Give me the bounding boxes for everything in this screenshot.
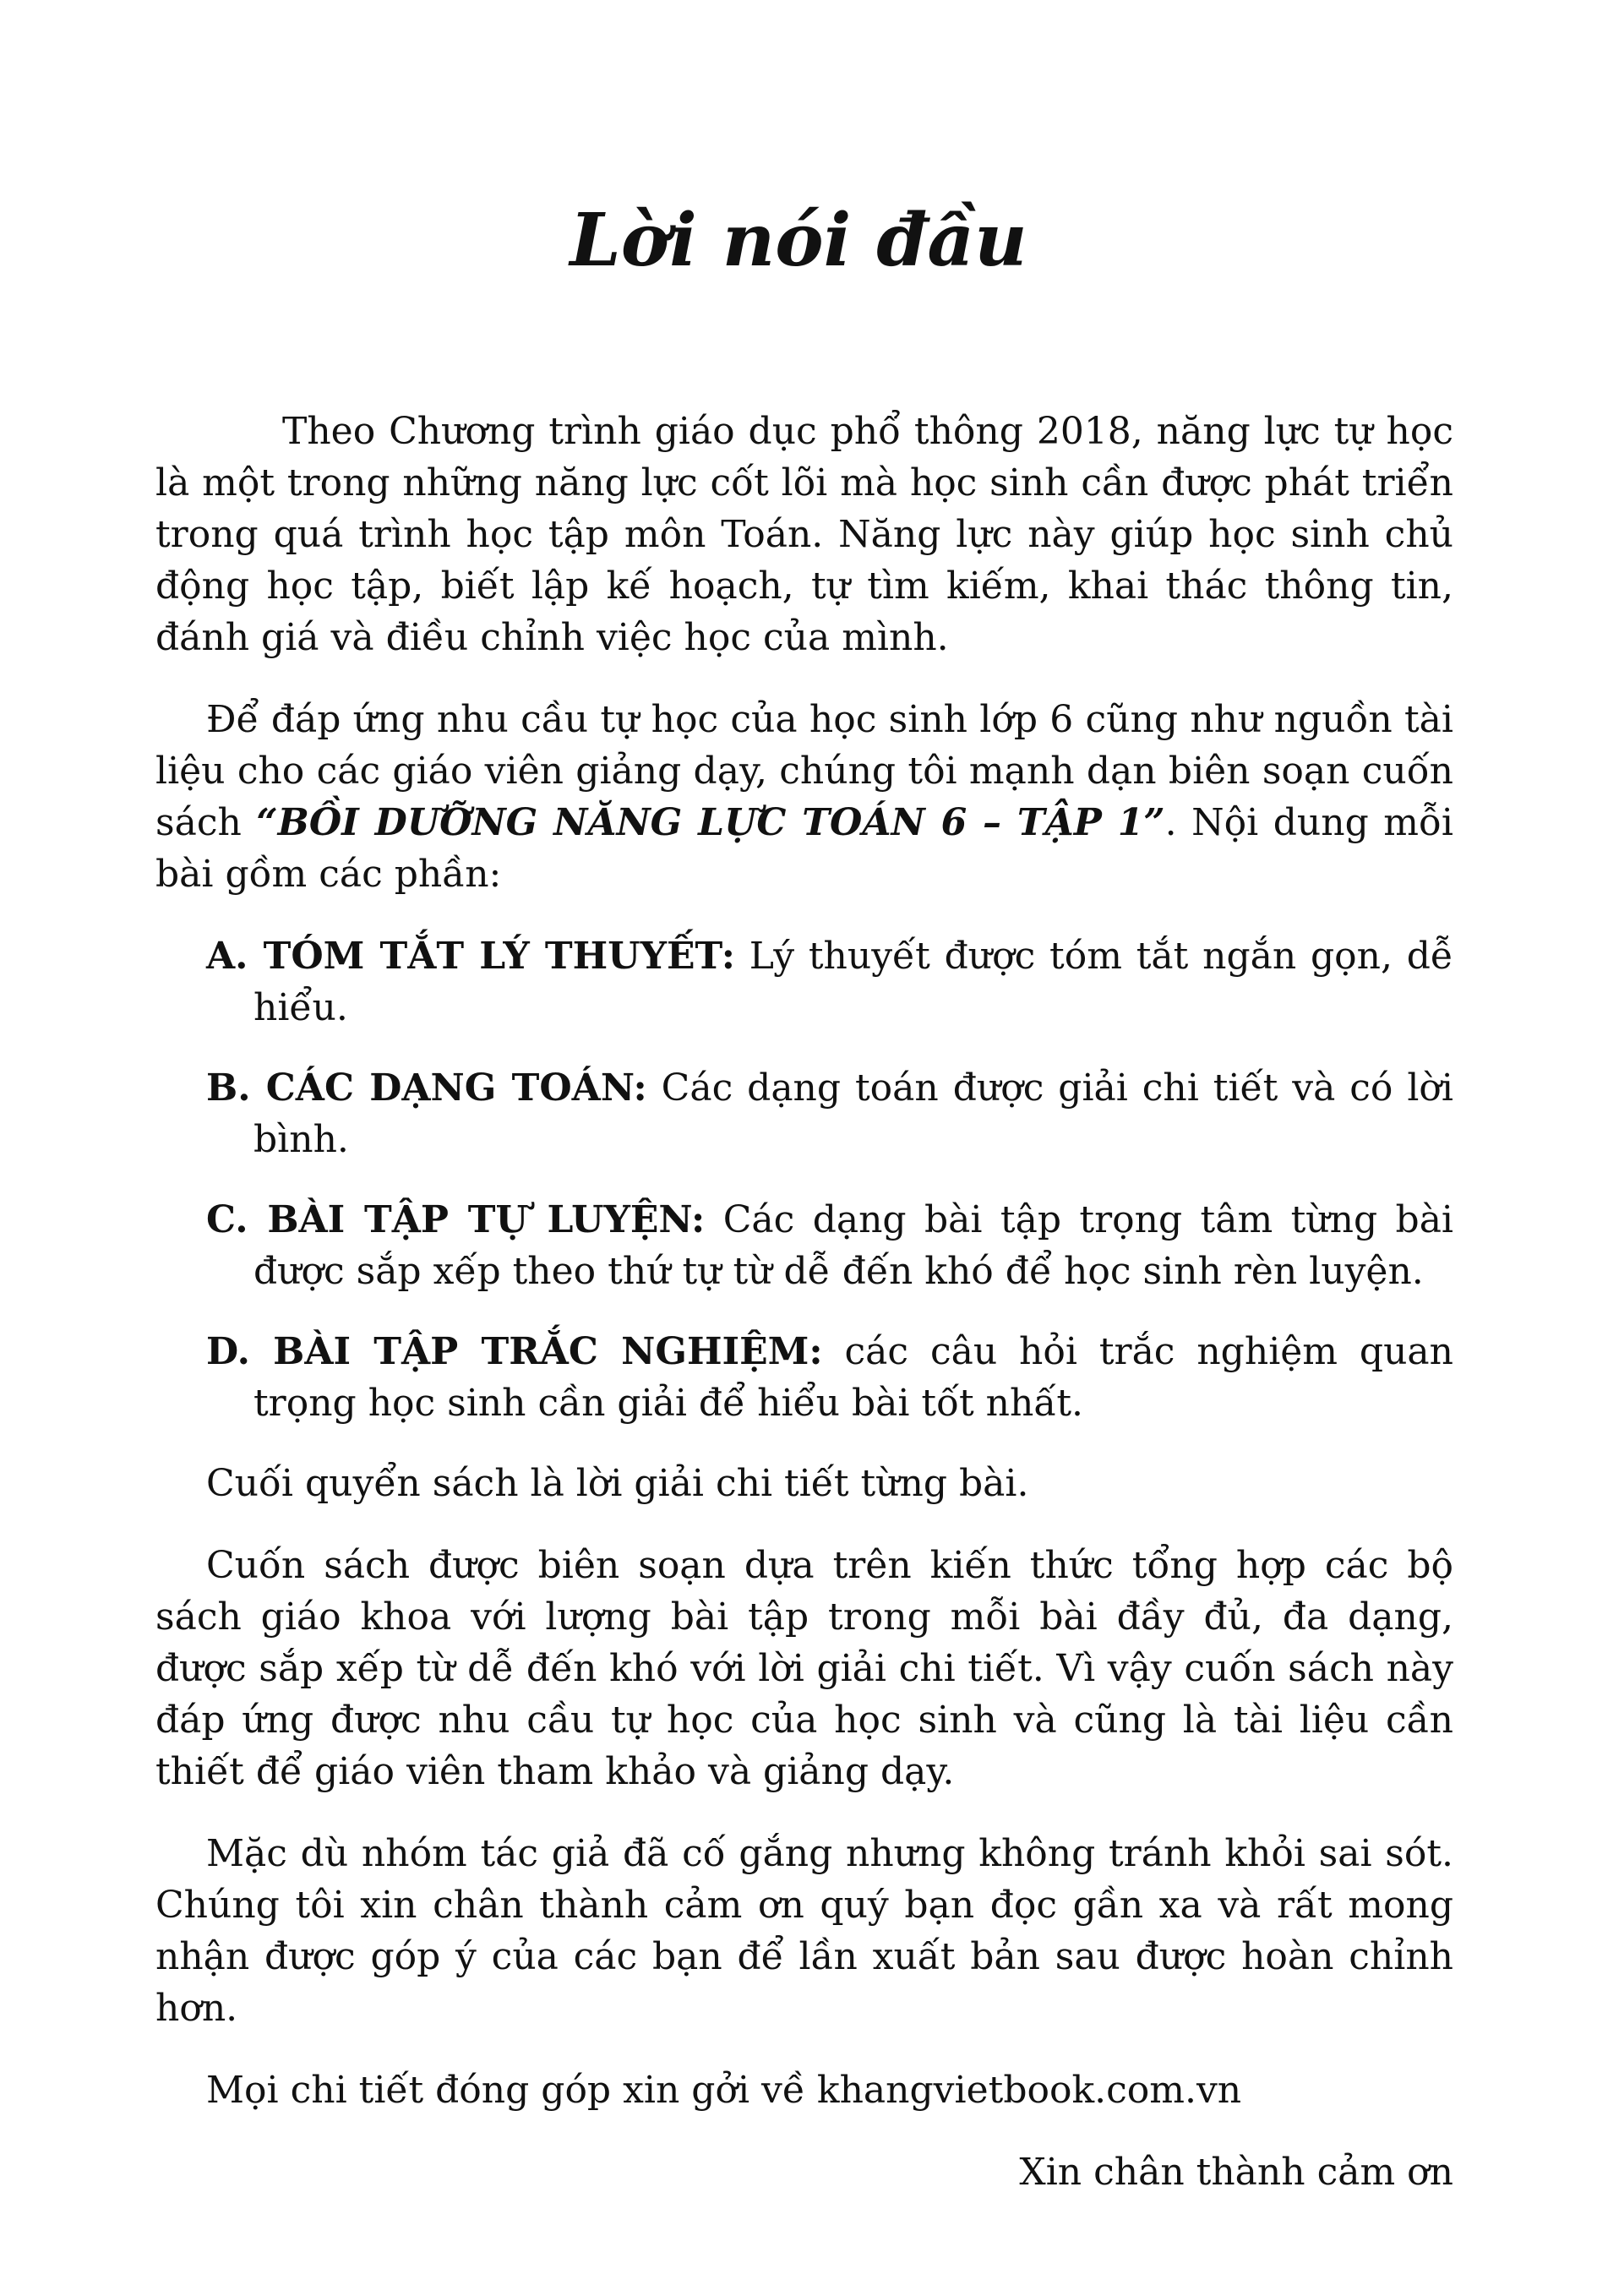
section-label-a: A. TÓM TẮT LÝ THUYẾT: [206, 935, 735, 978]
paragraph-solutions: Cuối quyển sách là lời giải chi tiết từng bài. [206, 1462, 1029, 1505]
paragraph-intro: Theo Chương trình giáo dục phổ thông 2018, năng lực tự học là một trong những năng lực cốt lõi mà học sinh cần được phát triển trong quá trình học tập môn Toán. Năng lực này giúp học sinh chủ động học tập, biết lập kế hoạch, tự tìm kiếm, khai thác thông tin, đánh giá và điều chỉnh việc học của mình. [155, 410, 1453, 659]
section-item-a [206, 930, 1453, 1033]
section-text-a: Lý thuyết được tóm tắt ngắn gọn, dễ hiểu. [253, 935, 1453, 1029]
purpose-text-after: . Nội dung mỗi bài gồm các phần: [155, 801, 1454, 896]
section-text-b: Các dạng toán được giải chi tiết và có lời bình. [253, 1066, 1453, 1161]
section-item-d [206, 1326, 1453, 1429]
paragraph-content: Cuốn sách được biên soạn dựa trên kiến thức tổng hợp các bộ sách giáo khoa với lượng bài tập trong mỗi bài đầy đủ, đa dạng, được sắp xếp từ dễ đến khó với lời giải chi tiết. Vì vậy cuốn sách này đáp ứng được nhu cầu tự học của học sinh và cũng là tài liệu cần thiết để giáo viên tham khảo và giảng dạy. [155, 1544, 1453, 1793]
section-text-d: các câu hỏi trắc nghiệm quan trọng học sinh cần giải để hiểu bài tốt nhất. [253, 1330, 1453, 1425]
page-title: Lời nói đầu [570, 198, 1027, 283]
section-label-b: B. CÁC DẠNG TOÁN: [206, 1066, 647, 1110]
section-item-b [206, 1062, 1453, 1165]
purpose-text-before: Để đáp ứng nhu cầu tự học của học sinh lớp 6 cũng như nguồn tài liệu cho các giáo viên giảng dạy, chúng tôi mạnh dạn biên soạn cuốn sách [155, 698, 1453, 844]
paragraph-contact: Mọi chi tiết đóng góp xin gởi về khangvietbook.com.vn [206, 2069, 1242, 2112]
section-label-d: D. BÀI TẬP TRẮC NGHIỆM: [206, 1330, 823, 1373]
book-title: “BỒI DƯỠNG NĂNG LỰC TOÁN 6 – TẬP 1” [256, 801, 1165, 844]
paragraph-thanks: Mặc dù nhóm tác giả đã cố gắng nhưng không tránh khỏi sai sót. Chúng tôi xin chân thành cảm ơn quý bạn đọc gần xa và rất mong nhận được góp ý của các bạn để lần xuất bản sau được hoàn chỉnh hơn. [155, 1832, 1453, 2030]
section-item-c [206, 1194, 1453, 1297]
paragraph-purpose [155, 694, 1453, 900]
signature: Xin chân thành cảm ơn [1019, 2151, 1453, 2194]
section-label-c: C. BÀI TẬP TỰ LUYỆN: [206, 1198, 706, 1241]
preface-body [155, 406, 1453, 2228]
section-text-c: Các dạng bài tập trọng tâm từng bài được sắp xếp theo thứ tự từ dễ đến khó để học sinh rèn luyện. [253, 1198, 1453, 1293]
